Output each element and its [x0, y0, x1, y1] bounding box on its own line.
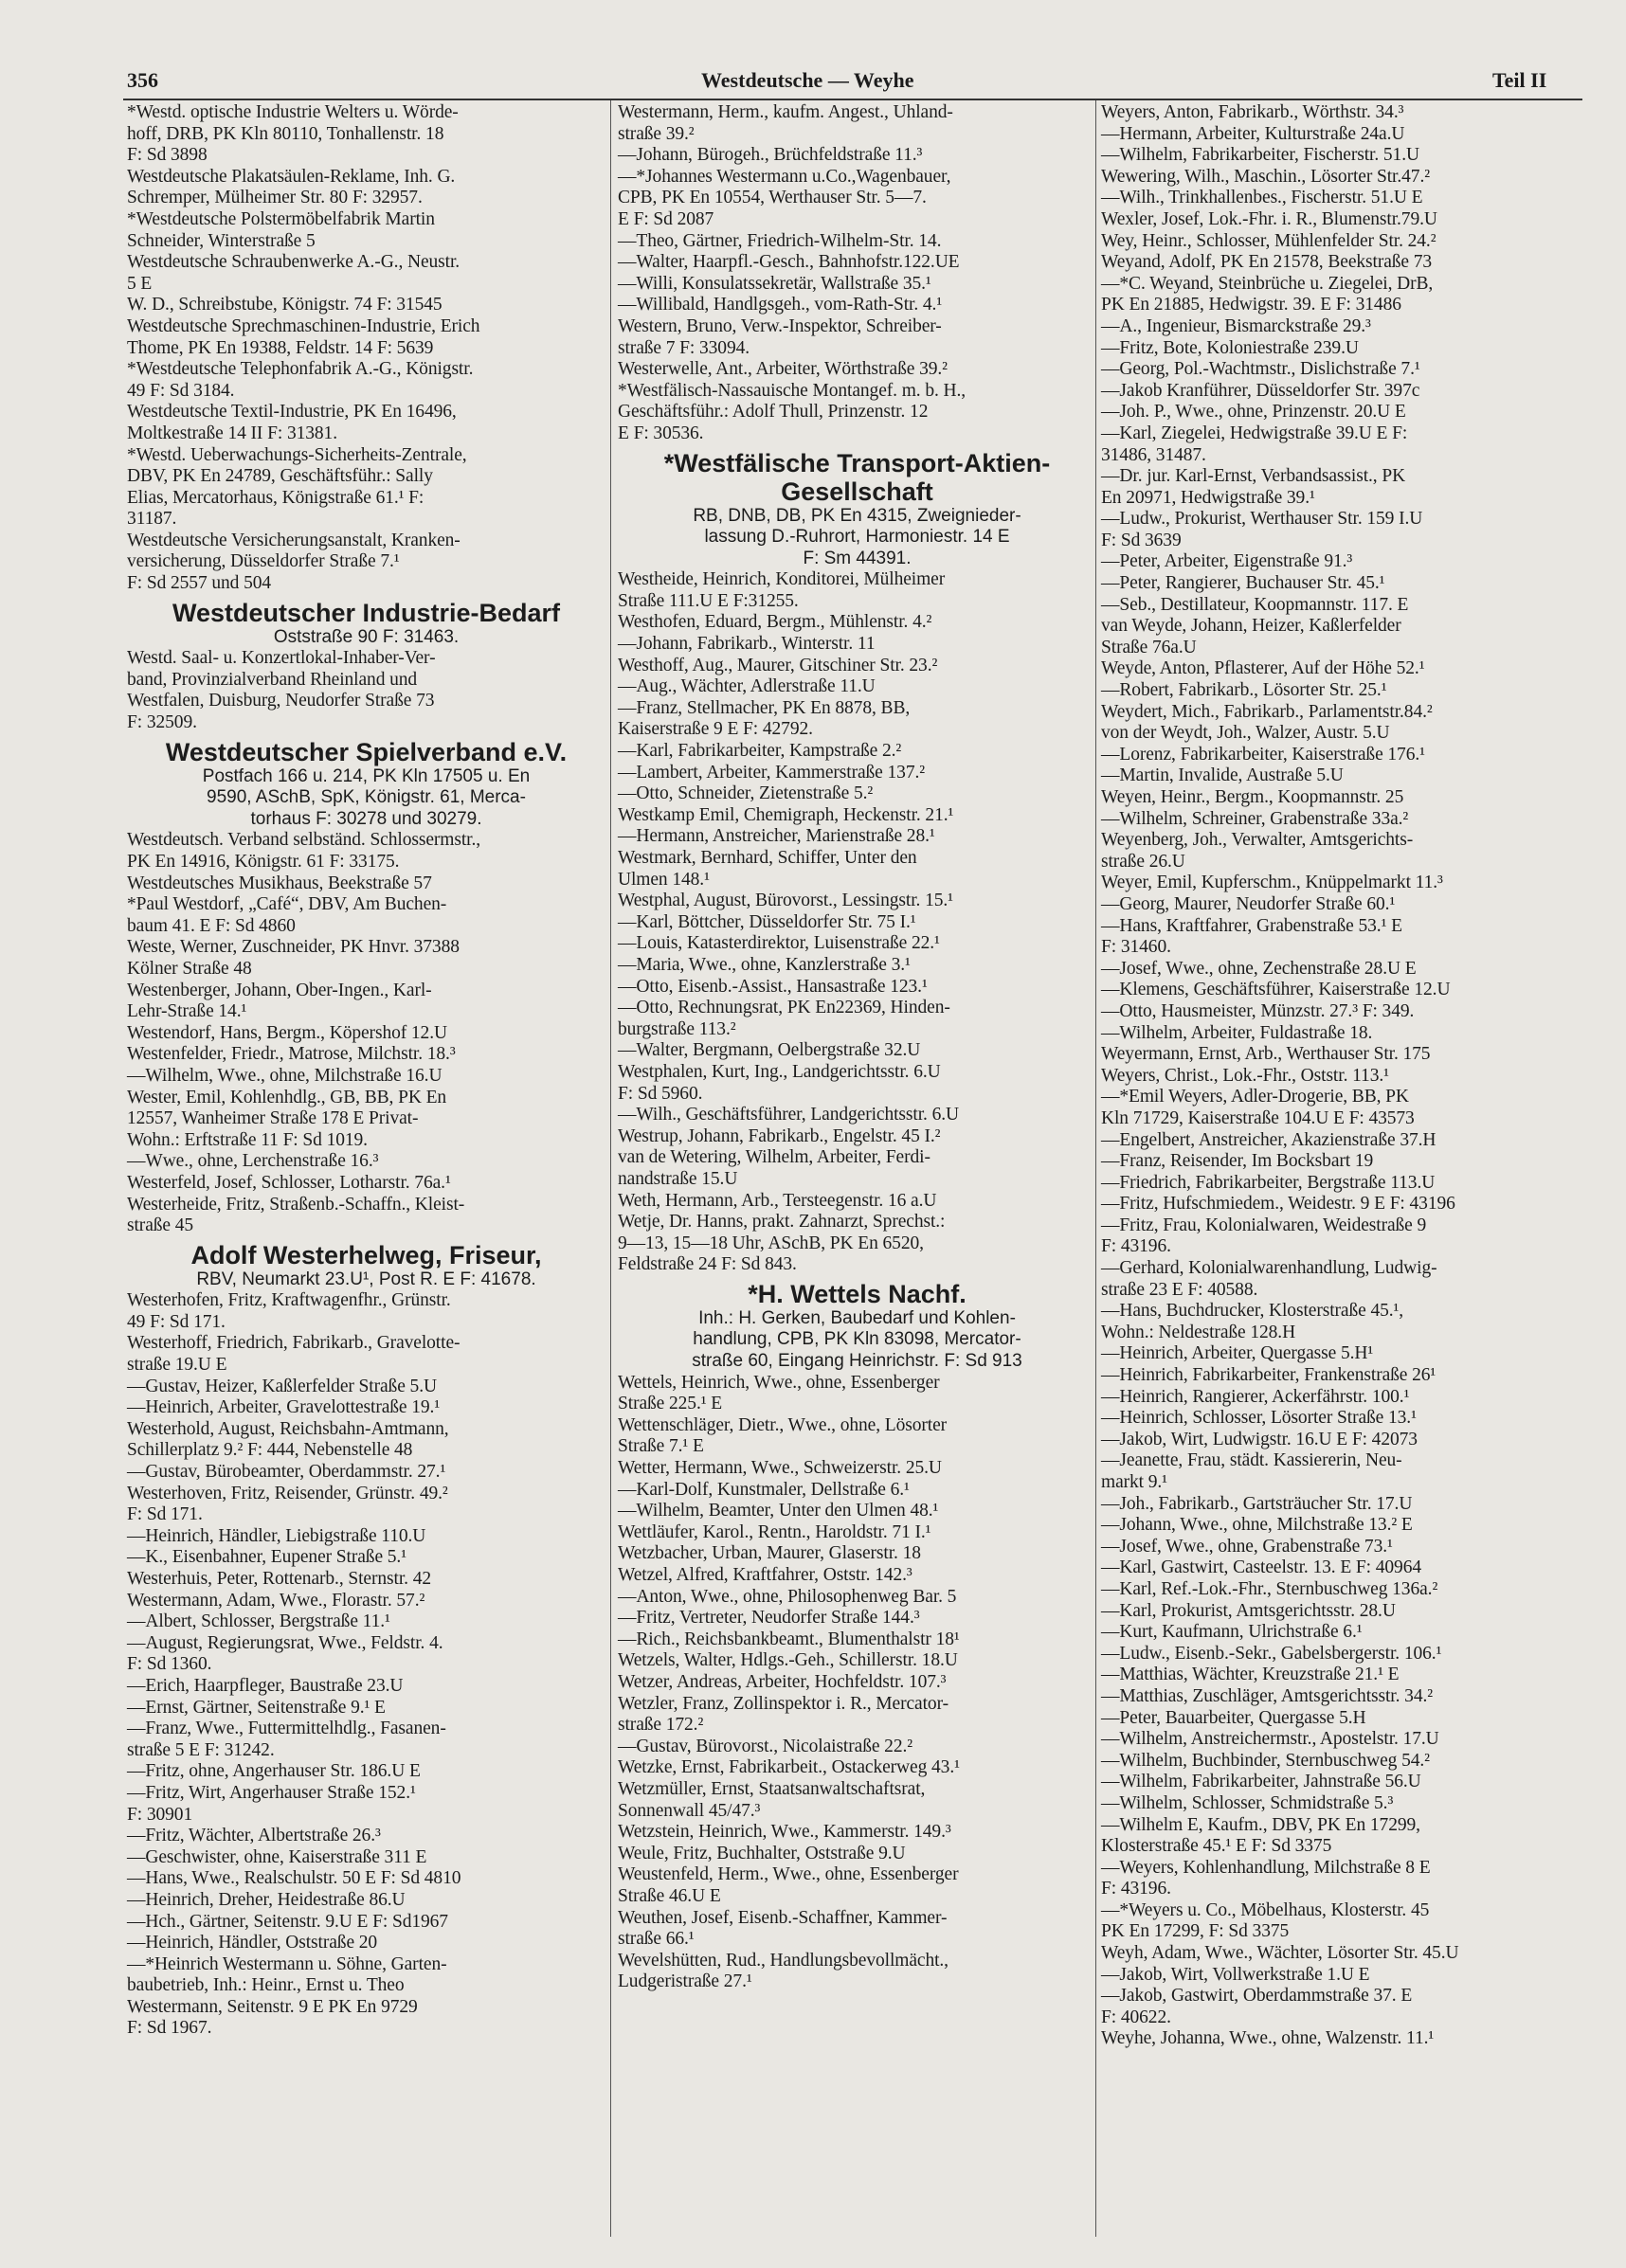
- directory-entry: Westheide, Heinrich, Konditorei, Mülheimer Straße 111.U E F:31255.: [618, 569, 946, 611]
- directory-entry: Weyhe, Johanna, Wwe., ohne, Walzenstr. 11.¹: [1101, 2028, 1435, 2049]
- directory-entry: Westerwelle, Ant., Arbeiter, Wörthstraße 39.²: [618, 359, 948, 380]
- part-label: Teil II: [1492, 68, 1547, 92]
- directory-entry: Westdeutsche Plakatsäulen-Reklame, Inh. G. Schremper, Mülheimer Str. 80 F: 32957.: [127, 166, 456, 208]
- directory-entry: Wexler, Josef, Lok.-Fhr. i. R., Blumenstr.79.U: [1101, 208, 1437, 229]
- directory-entry: Wettels, Heinrich, Wwe., ohne, Essenberger Straße 225.¹ E: [618, 1372, 940, 1414]
- directory-entry: Western, Bruno, Verw.-Inspektor, Schreiber- straße 7 F: 33094.: [618, 315, 942, 358]
- column-1: [127, 102, 605, 2040]
- directory-entry: Westerhold, August, Reichsbahn-Amtmann, Schillerplatz 9.² F: 444, Nebenstelle 48 —Gustav, Bürobeamter, Oberdammstr. 27.¹: [127, 1418, 449, 1483]
- directory-entry: Weyh, Adam, Wwe., Wächter, Lösorter Str. 45.U —Jakob, Wirt, Vollwerkstraße 1.U E —Jakob, Gastwirt, Oberdammstraße 37. E F: 40622.: [1101, 1943, 1459, 2027]
- directory-entry: Wetzstein, Heinrich, Wwe., Kammerstr. 149.³: [618, 1822, 951, 1843]
- column-3: [1101, 102, 1580, 2050]
- directory-entry: Weyermann, Ernst, Arb., Werthauser Str. 175: [1101, 1044, 1431, 1065]
- directory-entry: Westenberger, Johann, Ober-Ingen., Karl- Lehr-Straße 14.¹: [127, 980, 432, 1022]
- directory-entry: Weyers, Anton, Fabrikarb., Wörthstr. 34.³ —Hermann, Arbeiter, Kulturstraße 24a.U —Wilhelm, Fabrikarbeiter, Fischerstr. 51.U: [1101, 102, 1419, 166]
- directory-entry: Westd. Saal- u. Konzertlokal-Inhaber-Ver- band, Provinzialverband Rheinland und Westfalen, Duisburg, Neudorfer Straße 73 F: 32509.: [127, 648, 436, 733]
- directory-entry: Westdeutsch. Verband selbständ. Schlossermstr., PK En 14916, Königstr. 61 F: 33175.: [127, 830, 481, 872]
- directory-entry: Weth, Hermann, Arb., Tersteegenstr. 16 a.U: [618, 1190, 937, 1211]
- directory-entry: Westerhoven, Fritz, Reisender, Grünstr. 49.² F: Sd 171. —Heinrich, Händler, Liebigstraße 110.U —K., Eisenbahner, Eupener Straße 5.¹: [127, 1483, 448, 1568]
- directory-entry: Westphal, August, Bürovorst., Lessingstr. 15.¹ —Karl, Böttcher, Düsseldorfer Str. 75 I.¹ —Louis, Katasterdirektor, Luisenstraße 22.¹ —Maria, Wwe., ohne, Kanzlerstraße 3.¹ —Otto, Eisenb.-Assist., Hansastraße 123.¹ —Otto, Rechnungsrat, PK En22369, Hinden- burgstraße 113.² —Walter, Bergmann, Oelbergstraße 32.U: [618, 891, 953, 1061]
- directory-entry: Wetzels, Walter, Hdlgs.-Geh., Schillerstr. 18.U: [618, 1650, 958, 1671]
- page-number: 356: [127, 68, 158, 92]
- directory-entry: Westphalen, Kurt, Ing., Landgerichtsstr. 6.U F: Sd 5960. —Wilh., Geschäftsführer, Landgerichtsstr. 6.U: [618, 1061, 960, 1125]
- directory-entry: Wewering, Wilh., Maschin., Lösorter Str.47.² —Wilh., Trinkhallenbes., Fischerstr. 51.U E: [1101, 166, 1430, 208]
- directory-entry: Weyde, Anton, Pflasterer, Auf der Höhe 52.¹ —Robert, Fabrikarb., Lösorter Str. 25.¹: [1101, 658, 1425, 701]
- directory-entry: Wettläufer, Karol., Rentn., Haroldstr. 71 I.¹: [618, 1521, 931, 1542]
- header-rule: [123, 99, 1582, 100]
- directory-entry: van Weyde, Johann, Heizer, Kaßlerfelder Straße 76a.U: [1101, 616, 1401, 657]
- directory-entry: Weule, Fritz, Buchhalter, Oststraße 9.U: [618, 1843, 906, 1863]
- business-details: RB, DNB, DB, PK En 4315, Zweignieder- lassung D.-Ruhrort, Harmoniestr. 14 E F: Sm 44391.: [693, 505, 1021, 568]
- directory-entry: Westhofen, Eduard, Bergm., Mühlenstr. 4.² —Johann, Fabrikarb., Winterstr. 11: [618, 612, 932, 655]
- business-heading: Westdeutscher Industrie-Bedarf: [172, 598, 561, 627]
- directory-entry: Weste, Werner, Zuschneider, PK Hnvr. 37388 Kölner Straße 48: [127, 937, 460, 979]
- directory-entry: Westkamp Emil, Chemigraph, Heckenstr. 21.¹ —Hermann, Anstreicher, Marienstraße 28.¹: [618, 804, 954, 847]
- column-2: [618, 102, 1096, 1993]
- directory-entry: Wettenschläger, Dietr., Wwe., ohne, Lösorter Straße 7.¹ E: [618, 1414, 948, 1457]
- directory-entry: Wetzler, Franz, Zollinspektor i. R., Mercator- straße 172.² —Gustav, Bürovorst., Nicolaistraße 22.²: [618, 1693, 948, 1756]
- column-divider: [610, 100, 611, 2237]
- directory-entry: Weustenfeld, Herm., Wwe., ohne, Essenberger Straße 46.U E: [618, 1864, 959, 1906]
- business-details: RBV, Neumarkt 23.U¹, Post R. E F: 41678.: [196, 1269, 536, 1289]
- business-heading: Westdeutscher Spielverband e.V.: [165, 737, 568, 766]
- directory-entry: Westdeutsche Sprechmaschinen-Industrie, Erich Thome, PK En 19388, Feldstr. 14 F: 5639: [127, 315, 480, 358]
- business-heading: Adolf Westerhelweg, Friseur,: [190, 1240, 542, 1269]
- directory-entry: Weyen, Heinr., Bergm., Koopmannstr. 25 —Wilhelm, Schreiner, Grabenstraße 33a.²: [1101, 787, 1409, 829]
- business-heading: *Westfälische Transport-Aktien- Gesellschaft: [663, 448, 1051, 506]
- directory-entry: Westhoff, Aug., Maurer, Gitschiner Str. 23.² —Aug., Wächter, Adlerstraße 11.U —Franz, Stellmacher, PK En 8878, BB, Kaiserstraße 9 E F: 42792. —Karl, Fabrikarbeiter, Kampstraße 2.² —Lambert, Arbeiter, Kammerstraße 137.² —Otto, Schneider, Zietenstraße 5.²: [618, 655, 938, 804]
- directory-entry: *Westd. Ueberwachungs-Sicherheits-Zentrale, DBV, PK En 24789, Geschäftsführ.: Sally Elias, Mercatorhaus, Königstraße 61.¹ F: 31187.: [127, 444, 467, 530]
- directory-entry: Westerhoff, Friedrich, Fabrikarb., Gravelotte- straße 19.U E —Gustav, Heizer, Kaßlerfelder Straße 5.U —Heinrich, Arbeiter, Gravelottestraße 19.¹: [127, 1333, 461, 1418]
- directory-entry: W. D., Schreibstube, Königstr. 74 F: 31545: [127, 295, 443, 315]
- running-title: Westdeutsche — Weyhe: [701, 68, 914, 92]
- directory-entry: Weyer, Emil, Kupferschm., Knüppelmarkt 11.³ —Georg, Maurer, Neudorfer Straße 60.¹ —Hans, Kraftfahrer, Grabenstraße 53.¹ E F: 31460. —Josef, Wwe., ohne, Zechenstraße 28.U E —Klemens, Geschäftsführer, Kaiserstraße 12.U —Otto, Hausmeister, Münzstr. 27.³ F: 349. —Wilhelm, Arbeiter, Fuldastraße 18.: [1101, 873, 1451, 1043]
- directory-entry: Wetzer, Andreas, Arbeiter, Hochfeldstr. 107.³: [618, 1671, 947, 1692]
- directory-entry: Weyenberg, Joh., Verwalter, Amtsgerichts- straße 26.U: [1101, 830, 1414, 872]
- directory-entry: Wetzke, Ernst, Fabrikarbeit., Ostackerweg 43.¹: [618, 1757, 960, 1778]
- directory-entry: Westerhofen, Fritz, Kraftwagenfhr., Grünstr. 49 F: Sd 171.: [127, 1290, 451, 1332]
- directory-entry: Westerfeld, Josef, Schlosser, Lotharstr. 76a.¹: [127, 1172, 451, 1193]
- directory-entry: Westerhuis, Peter, Rottenarb., Sternstr. 42: [127, 1569, 432, 1589]
- directory-entry: Westdeutsches Musikhaus, Beekstraße 57: [127, 873, 432, 893]
- directory-entry: Westermann, Adam, Wwe., Florastr. 57.² —Albert, Schlosser, Bergstraße 11.¹ —August, Regierungsrat, Wwe., Feldstr. 4. F: Sd 1360. —Erich, Haarpfleger, Baustraße 23.U —Ernst, Gärtner, Seitenstraße 9.¹ E —Franz, Wwe., Futtermittelhdlg., Fasanen- straße 5 E F: 31242. —Fritz, ohne, Angerhauser Str. 186.U E —Fritz, Wirt, Angerhauser Straße 152.¹ F: 30901 —Fritz, Wächter, Albertstraße 26.³ —Geschwister, ohne, Kaiserstraße 311 E —Hans, Wwe., Realschulstr. 50 E F: Sd 4810 —Heinrich, Dreher, Heidestraße 86.U —Hch., Gärtner, Seitenstr. 9.U E F: Sd1967 —Heinrich, Händler, Oststraße 20 —*Heinrich Westermann u. Söhne, Garten- baubetrieb, Inh.: Heinr., Ernst u. Theo Westermann, Seitenstr. 9 E PK En 9729 F: Sd 1967.: [127, 1590, 461, 2039]
- directory-entry: Westenfelder, Friedr., Matrose, Milchstr. 18.³ —Wilhelm, Wwe., ohne, Milchstraße 16.U: [127, 1044, 456, 1086]
- directory-entry: Wey, Heinr., Schlosser, Mühlenfelder Str. 24.²: [1101, 230, 1436, 251]
- directory-entry: Wetter, Hermann, Wwe., Schweizerstr. 25.U —Karl-Dolf, Kunstmaler, Dellstraße 6.¹ —Wilhelm, Beamter, Unter den Ulmen 48.¹: [618, 1458, 942, 1521]
- directory-entry: *Westfälisch-Nassauische Montangef. m. b. H., Geschäftsführ.: Adolf Thull, Prinzenstr. 12 E F: 30536.: [618, 380, 967, 443]
- directory-entry: Weyers, Christ., Lok.-Fhr., Oststr. 113.¹ —*Emil Weyers, Adler-Drogerie, BB, PK Kln 71729, Kaiserstraße 104.U E F: 43573 —Engelbert, Anstreicher, Akazienstraße 37.H —Franz, Reisender, Im Bocksbart 19 —Friedrich, Fabrikarbeiter, Bergstraße 113.U —Fritz, Hufschmiedem., Weidestr. 9 E F: 43196 —Fritz, Frau, Kolonialwaren, Weidestraße 9 F: 43196. —Gerhard, Kolonialwarenhandlung, Ludwig- straße 23 E F: 40588. —Hans, Buchdrucker, Klosterstraße 45.¹, Wohn.: Neldestraße 128.H —Heinrich, Arbeiter, Quergasse 5.H¹ —Heinrich, Fabrikarbeiter, Frankenstraße 26¹ —Heinrich, Rangierer, Ackerfährstr. 100.¹ —Heinrich, Schlosser, Lösorter Straße 13.¹ —Jakob, Wirt, Ludwigstr. 16.U E F: 42073 —Jeanette, Frau, städt. Kassiererin, Neu- markt 9.¹ —Joh., Fabrikarb., Gartsträucher Str. 17.U —Johann, Wwe., ohne, Milchstraße 13.² E —Josef, Wwe., ohne, Grabenstraße 73.¹ —Karl, Gastwirt, Casteelstr. 13. E F: 40964 —Karl, Ref.-Lok.-Fhr., Sternbuschweg 136a.² —Karl, Prokurist, Amtsgerichtsstr. 28.U —Kurt, Kaufmann, Ulrichstraße 6.¹ —Ludw., Eisenb.-Sekr., Gabelsbergerstr. 106.¹ —Matthias, Wächter, Kreuzstraße 21.¹ E —Matthias, Zuschläger, Amtsgerichtsstr. 34.² —Peter, Bauarbeiter, Quergasse 5.H —Wilhelm, Anstreichermstr., Apostelstr. 17.U —Wilhelm, Buchbinder, Sternbuschweg 54.² —Wilhelm, Fabrikarbeiter, Jahnstraße 56.U —Wilhelm, Schlosser, Schmidstraße 5.³ —Wilhelm E, Kaufm., DBV, PK En 17299, Klosterstraße 45.¹ E F: Sd 3375 —Weyers, Kohlenhandlung, Milchstraße 8 E F: 43196. —*Weyers u. Co., Möbelhaus, Klosterstr. 45 PK En 17299, F: Sd 3375: [1101, 1065, 1455, 1942]
- directory-entry: *Westdeutsche Telephonfabrik A.-G., Königstr. 49 F: Sd 3184.: [127, 359, 474, 401]
- directory-entry: Westdeutsche Textil-Industrie, PK En 16496, Moltkestraße 14 II F: 31381.: [127, 402, 457, 443]
- directory-entry: Westendorf, Hans, Bergm., Köpershof 12.U: [127, 1022, 447, 1043]
- directory-entry: Westermann, Herm., kaufm. Angest., Uhland- straße 39.² —Johann, Bürogeh., Brüchfeldstraße 11.³ —*Johannes Westermann u.Co.,Wagenbauer, CPB, PK En 10554, Werthauser Str. 5—7. E F: Sd 2087 —Theo, Gärtner, Friedrich-Wilhelm-Str. 14. —Walter, Haarpfl.-Gesch., Bahnhofstr.122.UE —Willi, Konsulatssekretär, Wallstraße 35.¹ —Willibald, Handlgsgeh., vom-Rath-Str. 4.¹: [618, 102, 960, 315]
- directory-entry: Wetzmüller, Ernst, Staatsanwaltschaftsrat, Sonnenwall 45/47.³: [618, 1778, 926, 1821]
- business-details: Inh.: H. Gerken, Baubedarf und Kohlen- handlung, CPB, PK Kln 83098, Mercator- straße 60, Eingang Heinrichstr. F: Sd 913: [692, 1307, 1022, 1372]
- directory-entry: *Westdeutsche Polstermöbelfabrik Martin Schneider, Winterstraße 5: [127, 208, 435, 251]
- directory-entry: Wetzbacher, Urban, Maurer, Glaserstr. 18: [618, 1543, 921, 1564]
- business-heading: *H. Wettels Nachf.: [748, 1279, 967, 1308]
- business-details: Postfach 166 u. 214, PK Kln 17505 u. En 9590, ASchB, SpK, Königstr. 61, Merca- torhaus F: 30278 und 30279.: [202, 765, 531, 829]
- directory-entry: Wester, Emil, Kohlenhdlg., GB, BB, PK En 12557, Wanheimer Straße 178 E Privat- Wohn.: Erftstraße 11 F: Sd 1019. —Wwe., ohne, Lerchenstraße 16.³: [127, 1087, 447, 1172]
- directory-entry: van de Wetering, Wilhelm, Arbeiter, Ferdi- nandstraße 15.U: [618, 1147, 930, 1189]
- directory-entry: von der Weydt, Joh., Walzer, Austr. 5.U —Lorenz, Fabrikarbeiter, Kaiserstraße 176.¹ —Martin, Invalide, Austraße 5.U: [1101, 723, 1425, 786]
- directory-entry: Westdeutsche Versicherungsanstalt, Kranken- versicherung, Düsseldorfer Straße 7.¹ F: Sd 2557 und 504: [127, 530, 461, 594]
- directory-entry: Weydert, Mich., Fabrikarb., Parlamentstr.84.²: [1101, 701, 1433, 722]
- directory-entry: Wevelshütten, Rud., Handlungsbevollmächt., Ludgeristraße 27.¹: [618, 1950, 948, 1992]
- directory-entry: Weuthen, Josef, Eisenb.-Schaffner, Kammer- straße 66.¹: [618, 1907, 948, 1950]
- directory-entry: Westmark, Bernhard, Schiffer, Unter den Ulmen 148.¹: [618, 848, 917, 890]
- directory-entry: Westdeutsche Schraubenwerke A.-G., Neustr. 5 E: [127, 252, 461, 294]
- directory-entry: *Paul Westdorf, „Café“, DBV, Am Buchen- baum 41. E F: Sd 4860: [127, 894, 447, 936]
- directory-entry: Wetje, Dr. Hanns, prakt. Zahnarzt, Sprechst.: 9—13, 15—18 Uhr, ASchB, PK En 6520, Feldstraße 24 F: Sd 843.: [618, 1212, 946, 1275]
- business-details: Oststraße 90 F: 31463.: [273, 626, 460, 647]
- directory-entry: Wetzel, Alfred, Kraftfahrer, Oststr. 142.³ —Anton, Wwe., ohne, Philosophenweg Bar. 5 —Fritz, Vertreter, Neudorfer Straße 144.³ —Rich., Reichsbankbeamt., Blumenthalstr 18¹: [618, 1565, 960, 1649]
- directory-entry: Westerheide, Fritz, Straßenb.-Schaffn., Kleist- straße 45: [127, 1194, 465, 1236]
- directory-entry: Weyand, Adolf, PK En 21578, Beekstraße 73 —*C. Weyand, Steinbrüche u. Ziegelei, DrB, PK En 21885, Hedwigstr. 39. E F: 31486 —A., Ingenieur, Bismarckstraße 29.³ —Fritz, Bote, Koloniestraße 239.U —Georg, Pol.-Wachtmstr., Dislichstraße 7.¹ —Jakob Kranführer, Düsseldorfer Str. 397c —Joh. P., Wwe., ohne, Prinzenstr. 20.U E —Karl, Ziegelei, Hedwigstraße 39.U E F: 31486, 31487. —Dr. jur. Karl-Ernst, Verbandsassist., PK En 20971, Hedwigstraße 39.¹ —Ludw., Prokurist, Werthauser Str. 159 I.U F: Sd 3639 —Peter, Arbeiter, Eigenstraße 91.³ —Peter, Rangierer, Buchauser Str. 45.¹ —Seb., Destillateur, Koopmannstr. 117. E: [1101, 252, 1434, 615]
- directory-entry: Westrup, Johann, Fabrikarb., Engelstr. 45 I.²: [618, 1125, 941, 1146]
- directory-entry: *Westd. optische Industrie Welters u. Wörde- hoff, DRB, PK Kln 80110, Tonhallenstr. 18 F: Sd 3898: [127, 102, 459, 166]
